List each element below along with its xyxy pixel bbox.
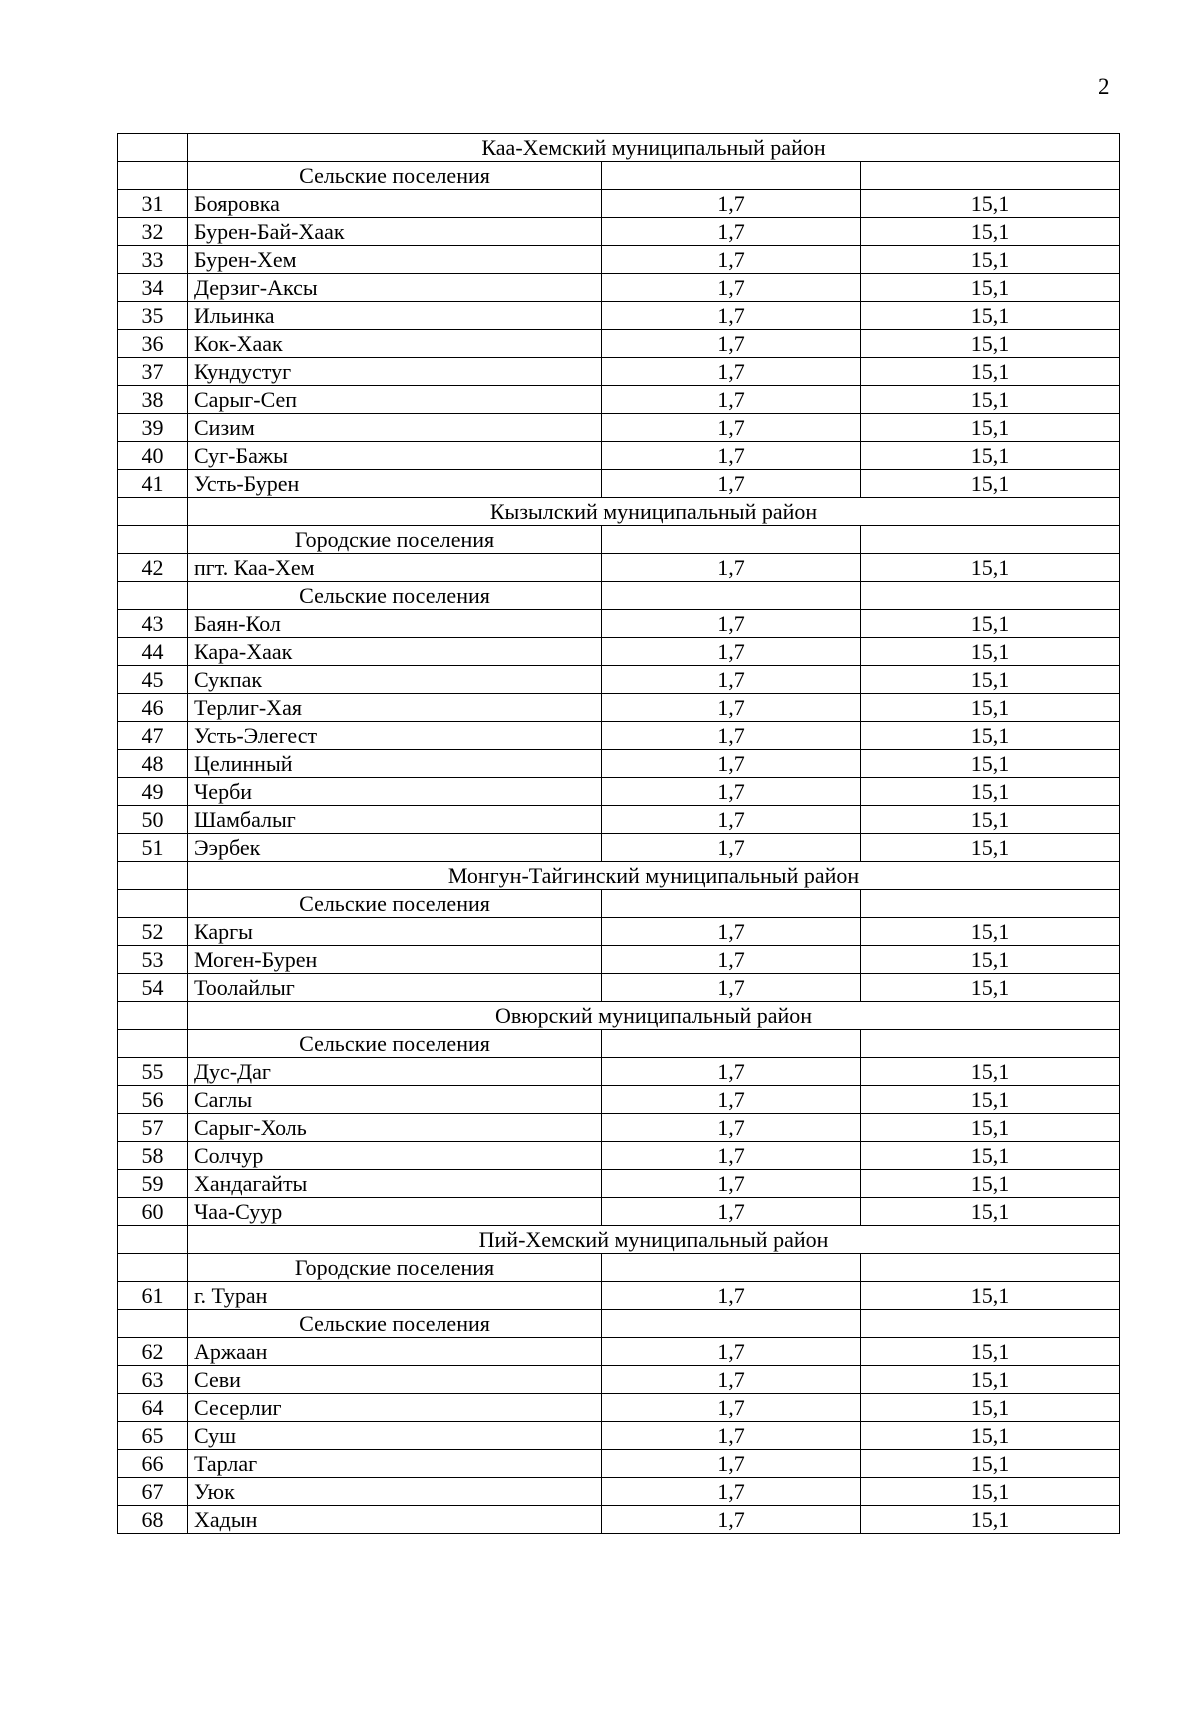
value-1: 1,7 (602, 974, 861, 1002)
row-number: 50 (118, 806, 188, 834)
settlements-table-body (118, 134, 1120, 1534)
value-1: 1,7 (602, 1282, 861, 1310)
row-number: 49 (118, 778, 188, 806)
value-2: 15,1 (861, 666, 1120, 694)
value-2: 15,1 (861, 386, 1120, 414)
empty-cell (602, 526, 861, 554)
empty-cell (602, 162, 861, 190)
value-1: 1,7 (602, 722, 861, 750)
settlement-name: Дерзиг-Аксы (188, 274, 602, 302)
value-2: 15,1 (861, 302, 1120, 330)
settlement-name: Каргы (188, 918, 602, 946)
group-name: Сельские поселения (188, 1310, 602, 1338)
settlement-name: Сарыг-Холь (188, 1114, 602, 1142)
empty-cell (118, 162, 188, 190)
group-row (118, 1030, 1120, 1058)
settlement-name: Хадын (188, 1506, 602, 1534)
settlement-name: Сукпак (188, 666, 602, 694)
row-number: 48 (118, 750, 188, 778)
settlement-name: г. Туран (188, 1282, 602, 1310)
group-name: Сельские поселения (188, 162, 602, 190)
settlement-name: Ильинка (188, 302, 602, 330)
table-row (118, 974, 1120, 1002)
table-row (118, 1478, 1120, 1506)
value-1: 1,7 (602, 190, 861, 218)
row-number: 47 (118, 722, 188, 750)
value-1: 1,7 (602, 666, 861, 694)
row-number: 62 (118, 1338, 188, 1366)
settlement-name: Ээрбек (188, 834, 602, 862)
row-number: 55 (118, 1058, 188, 1086)
value-1: 1,7 (602, 1422, 861, 1450)
table-row (118, 778, 1120, 806)
value-1: 1,7 (602, 638, 861, 666)
row-number: 41 (118, 470, 188, 498)
value-2: 15,1 (861, 190, 1120, 218)
empty-cell (861, 890, 1120, 918)
value-2: 15,1 (861, 1114, 1120, 1142)
row-number: 34 (118, 274, 188, 302)
row-number: 56 (118, 1086, 188, 1114)
group-name: Сельские поселения (188, 1030, 602, 1058)
value-1: 1,7 (602, 442, 861, 470)
table-row (118, 722, 1120, 750)
value-1: 1,7 (602, 834, 861, 862)
district-name: Монгун-Тайгинский муниципальный район (188, 862, 1120, 890)
table-row (118, 302, 1120, 330)
value-2: 15,1 (861, 1086, 1120, 1114)
table-row (118, 1366, 1120, 1394)
value-2: 15,1 (861, 470, 1120, 498)
district-name: Кызылский муниципальный район (188, 498, 1120, 526)
empty-cell (602, 890, 861, 918)
group-name: Городские поселения (188, 1254, 602, 1282)
value-2: 15,1 (861, 1366, 1120, 1394)
settlement-name: Сарыг-Сеп (188, 386, 602, 414)
value-1: 1,7 (602, 302, 861, 330)
table-row (118, 1058, 1120, 1086)
row-number: 61 (118, 1282, 188, 1310)
value-2: 15,1 (861, 1282, 1120, 1310)
value-2: 15,1 (861, 694, 1120, 722)
table-row (118, 806, 1120, 834)
value-2: 15,1 (861, 1450, 1120, 1478)
value-1: 1,7 (602, 1086, 861, 1114)
row-number: 64 (118, 1394, 188, 1422)
empty-cell (861, 1254, 1120, 1282)
value-1: 1,7 (602, 1338, 861, 1366)
row-number: 38 (118, 386, 188, 414)
value-2: 15,1 (861, 750, 1120, 778)
empty-cell (118, 1002, 188, 1030)
settlement-name: Целинный (188, 750, 602, 778)
row-number: 59 (118, 1170, 188, 1198)
row-number: 68 (118, 1506, 188, 1534)
table-row (118, 190, 1120, 218)
settlement-name: Моген-Бурен (188, 946, 602, 974)
value-2: 15,1 (861, 358, 1120, 386)
value-2: 15,1 (861, 834, 1120, 862)
empty-cell (861, 582, 1120, 610)
settlement-name: Суг-Бажы (188, 442, 602, 470)
row-number: 33 (118, 246, 188, 274)
table-row (118, 946, 1120, 974)
group-name: Сельские поселения (188, 890, 602, 918)
value-2: 15,1 (861, 1170, 1120, 1198)
empty-cell (861, 1310, 1120, 1338)
settlement-name: Бурен-Бай-Хаак (188, 218, 602, 246)
settlement-name: Тоолайлыг (188, 974, 602, 1002)
group-row (118, 526, 1120, 554)
district-row (118, 862, 1120, 890)
group-name: Городские поселения (188, 526, 602, 554)
value-1: 1,7 (602, 414, 861, 442)
district-row (118, 1226, 1120, 1254)
empty-cell (118, 498, 188, 526)
value-2: 15,1 (861, 946, 1120, 974)
table-row (118, 274, 1120, 302)
empty-cell (118, 1226, 188, 1254)
value-1: 1,7 (602, 1450, 861, 1478)
value-2: 15,1 (861, 806, 1120, 834)
empty-cell (118, 1254, 188, 1282)
value-2: 15,1 (861, 218, 1120, 246)
value-2: 15,1 (861, 554, 1120, 582)
settlement-name: Кара-Хаак (188, 638, 602, 666)
empty-cell (602, 1030, 861, 1058)
empty-cell (118, 582, 188, 610)
settlement-name: Черби (188, 778, 602, 806)
row-number: 42 (118, 554, 188, 582)
table-row (118, 1114, 1120, 1142)
value-1: 1,7 (602, 218, 861, 246)
table-row (118, 1282, 1120, 1310)
district-name: Овюрский муниципальный район (188, 1002, 1120, 1030)
settlement-name: Тарлаг (188, 1450, 602, 1478)
settlement-name: пгт. Каа-Хем (188, 554, 602, 582)
value-2: 15,1 (861, 274, 1120, 302)
table-row (118, 554, 1120, 582)
settlement-name: Солчур (188, 1142, 602, 1170)
settlement-name: Кундустуг (188, 358, 602, 386)
row-number: 45 (118, 666, 188, 694)
settlement-name: Усть-Бурен (188, 470, 602, 498)
value-1: 1,7 (602, 358, 861, 386)
settlement-name: Терлиг-Хая (188, 694, 602, 722)
empty-cell (602, 1310, 861, 1338)
value-2: 15,1 (861, 974, 1120, 1002)
district-name: Каа-Хемский муниципальный район (188, 134, 1120, 162)
settlement-name: Хандагайты (188, 1170, 602, 1198)
value-2: 15,1 (861, 610, 1120, 638)
value-1: 1,7 (602, 1142, 861, 1170)
table-row (118, 1338, 1120, 1366)
row-number: 37 (118, 358, 188, 386)
row-number: 36 (118, 330, 188, 358)
table-row (118, 610, 1120, 638)
settlement-name: Усть-Элегест (188, 722, 602, 750)
table-row (118, 1086, 1120, 1114)
row-number: 51 (118, 834, 188, 862)
group-name: Сельские поселения (188, 582, 602, 610)
value-2: 15,1 (861, 1338, 1120, 1366)
table-row (118, 246, 1120, 274)
district-row (118, 1002, 1120, 1030)
settlement-name: Баян-Кол (188, 610, 602, 638)
district-row (118, 134, 1120, 162)
table-row (118, 1142, 1120, 1170)
empty-cell (118, 134, 188, 162)
value-2: 15,1 (861, 1506, 1120, 1534)
value-1: 1,7 (602, 386, 861, 414)
table-row (118, 638, 1120, 666)
table-row (118, 834, 1120, 862)
group-row (118, 1254, 1120, 1282)
empty-cell (118, 1310, 188, 1338)
table-row (118, 358, 1120, 386)
empty-cell (118, 526, 188, 554)
settlement-name: Сизим (188, 414, 602, 442)
row-number: 54 (118, 974, 188, 1002)
value-2: 15,1 (861, 1478, 1120, 1506)
value-1: 1,7 (602, 330, 861, 358)
settlements-table (117, 133, 1120, 1534)
settlement-name: Севи (188, 1366, 602, 1394)
row-number: 40 (118, 442, 188, 470)
value-2: 15,1 (861, 722, 1120, 750)
value-2: 15,1 (861, 1422, 1120, 1450)
row-number: 35 (118, 302, 188, 330)
value-1: 1,7 (602, 750, 861, 778)
empty-cell (861, 1030, 1120, 1058)
value-2: 15,1 (861, 414, 1120, 442)
table-row (118, 1394, 1120, 1422)
settlement-name: Сесерлиг (188, 1394, 602, 1422)
table-row (118, 470, 1120, 498)
value-1: 1,7 (602, 1478, 861, 1506)
value-2: 15,1 (861, 1142, 1120, 1170)
row-number: 32 (118, 218, 188, 246)
value-1: 1,7 (602, 778, 861, 806)
value-2: 15,1 (861, 918, 1120, 946)
value-1: 1,7 (602, 1366, 861, 1394)
row-number: 39 (118, 414, 188, 442)
row-number: 58 (118, 1142, 188, 1170)
row-number: 44 (118, 638, 188, 666)
value-2: 15,1 (861, 1198, 1120, 1226)
value-1: 1,7 (602, 1198, 861, 1226)
value-1: 1,7 (602, 1114, 861, 1142)
table-row (118, 694, 1120, 722)
row-number: 65 (118, 1422, 188, 1450)
table-row (118, 1170, 1120, 1198)
settlement-name: Саглы (188, 1086, 602, 1114)
value-1: 1,7 (602, 918, 861, 946)
table-row (118, 918, 1120, 946)
value-2: 15,1 (861, 1058, 1120, 1086)
settlement-name: Суш (188, 1422, 602, 1450)
row-number: 53 (118, 946, 188, 974)
empty-cell (861, 526, 1120, 554)
value-1: 1,7 (602, 1170, 861, 1198)
empty-cell (118, 862, 188, 890)
settlement-name: Кок-Хаак (188, 330, 602, 358)
empty-cell (602, 1254, 861, 1282)
table-row (118, 1198, 1120, 1226)
value-2: 15,1 (861, 778, 1120, 806)
row-number: 67 (118, 1478, 188, 1506)
value-1: 1,7 (602, 946, 861, 974)
settlement-name: Чаа-Суур (188, 1198, 602, 1226)
settlement-name: Аржаан (188, 1338, 602, 1366)
value-1: 1,7 (602, 1506, 861, 1534)
table-row (118, 330, 1120, 358)
row-number: 31 (118, 190, 188, 218)
empty-cell (118, 1030, 188, 1058)
value-1: 1,7 (602, 694, 861, 722)
table-row (118, 750, 1120, 778)
district-name: Пий-Хемский муниципальный район (188, 1226, 1120, 1254)
table-row (118, 1422, 1120, 1450)
settlement-name: Бурен-Хем (188, 246, 602, 274)
value-2: 15,1 (861, 638, 1120, 666)
row-number: 63 (118, 1366, 188, 1394)
value-2: 15,1 (861, 442, 1120, 470)
group-row (118, 582, 1120, 610)
table-row (118, 414, 1120, 442)
empty-cell (861, 162, 1120, 190)
value-1: 1,7 (602, 470, 861, 498)
page-number: 2 (1098, 74, 1110, 99)
value-2: 15,1 (861, 246, 1120, 274)
table-row (118, 386, 1120, 414)
settlement-name: Бояровка (188, 190, 602, 218)
value-1: 1,7 (602, 274, 861, 302)
value-1: 1,7 (602, 1058, 861, 1086)
table-row (118, 1506, 1120, 1534)
settlement-name: Шамбалыг (188, 806, 602, 834)
empty-cell (602, 582, 861, 610)
row-number: 52 (118, 918, 188, 946)
row-number: 43 (118, 610, 188, 638)
value-1: 1,7 (602, 610, 861, 638)
district-row (118, 498, 1120, 526)
group-row (118, 1310, 1120, 1338)
value-2: 15,1 (861, 330, 1120, 358)
table-row (118, 218, 1120, 246)
row-number: 60 (118, 1198, 188, 1226)
value-1: 1,7 (602, 1394, 861, 1422)
empty-cell (118, 890, 188, 918)
table-row (118, 1450, 1120, 1478)
table-row (118, 666, 1120, 694)
table-row (118, 442, 1120, 470)
row-number: 46 (118, 694, 188, 722)
settlement-name: Дус-Даг (188, 1058, 602, 1086)
value-2: 15,1 (861, 1394, 1120, 1422)
row-number: 66 (118, 1450, 188, 1478)
value-1: 1,7 (602, 246, 861, 274)
settlement-name: Уюк (188, 1478, 602, 1506)
group-row (118, 890, 1120, 918)
group-row (118, 162, 1120, 190)
value-1: 1,7 (602, 806, 861, 834)
row-number: 57 (118, 1114, 188, 1142)
value-1: 1,7 (602, 554, 861, 582)
